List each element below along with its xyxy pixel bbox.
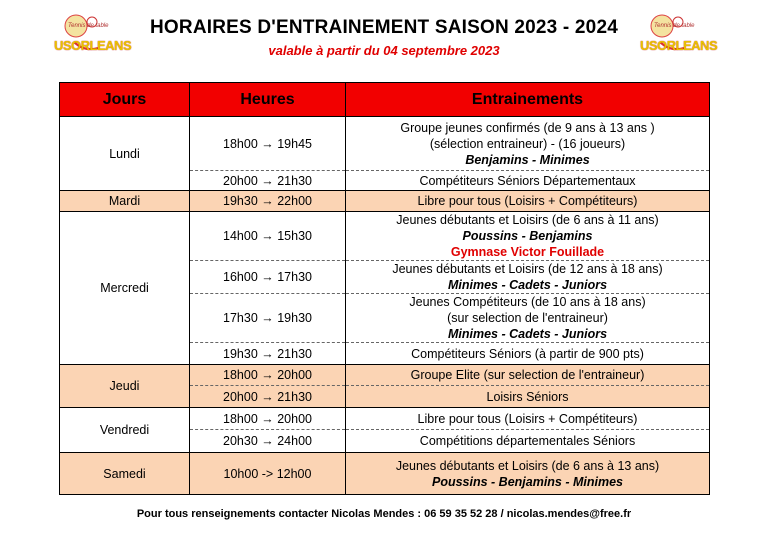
- training-cell: [346, 261, 710, 294]
- training-line: Compétiteurs Séniors Départementaux: [419, 173, 636, 188]
- day-cell: Lundi: [60, 117, 190, 191]
- column-header-entrainements: Entrainements: [346, 83, 710, 117]
- table-row: [60, 408, 710, 430]
- day-cell: Mardi: [60, 191, 190, 212]
- time-cell: 10h00 -> 12h00: [190, 453, 346, 495]
- training-cell: [346, 408, 710, 430]
- training-line: Minimes - Cadets - Juniors: [447, 278, 608, 292]
- training-cell: [346, 365, 710, 386]
- schedule-body: [60, 117, 710, 495]
- day-cell: Vendredi: [60, 408, 190, 453]
- day-cell: Mercredi: [60, 212, 190, 365]
- training-line: Gymnase Victor Fouillade: [450, 245, 605, 259]
- training-line: Jeunes débutants et Loisirs (de 6 ans à 13 ans): [395, 458, 660, 473]
- table-header-row: [60, 83, 710, 117]
- table-row: [60, 191, 710, 212]
- training-cell: [346, 343, 710, 365]
- time-cell: 19h30 → 21h30: [190, 343, 346, 365]
- time-cell: 17h30 → 19h30: [190, 294, 346, 343]
- time-cell: 14h00 → 15h30: [190, 212, 346, 261]
- day-cell: Samedi: [60, 453, 190, 495]
- training-cell: [346, 171, 710, 191]
- training-cell: [346, 294, 710, 343]
- time-cell: 18h00 → 20h00: [190, 408, 346, 430]
- training-cell: [346, 430, 710, 453]
- page-subtitle: valable à partir du 04 septembre 2023: [268, 43, 500, 58]
- logo-script: Tennis de table: [68, 23, 109, 29]
- training-cell: [346, 386, 710, 408]
- training-line: Libre pour tous (Loisirs + Compétiteurs): [417, 194, 638, 208]
- training-line: Compétiteurs Séniors (à partir de 900 pts): [411, 346, 644, 361]
- training-line: Jeunes débutants et Loisirs (de 6 ans à 11 ans): [396, 213, 659, 227]
- time-cell: 20h00 → 21h30: [190, 171, 346, 191]
- column-header-heures: Heures: [190, 83, 346, 117]
- training-line: Loisirs Séniors: [486, 389, 569, 404]
- column-header-jours: Jours: [60, 83, 190, 117]
- training-line: Compétitions départementales Séniors: [419, 434, 636, 448]
- training-line: Poussins - Benjamins - Minimes: [431, 474, 623, 489]
- table-row: [60, 365, 710, 386]
- training-line: Poussins - Benjamins: [462, 229, 593, 243]
- training-line: Minimes - Cadets - Juniors: [447, 327, 608, 341]
- time-cell: 18h00 → 20h00: [190, 365, 346, 386]
- time-cell: 20h00 → 21h30: [190, 386, 346, 408]
- contact-footer: Pour tous renseignements contacter Nicolas Mendes : 06 59 35 52 28 / nicolas.mendes@free.fr: [136, 508, 632, 520]
- training-cell: [346, 117, 710, 171]
- training-cell: [346, 453, 710, 495]
- training-line: Jeunes débutants et Loisirs (de 12 ans à 18 ans): [392, 262, 663, 276]
- day-cell: Jeudi: [60, 365, 190, 408]
- training-line: (sur selection de l'entraineur): [447, 311, 608, 325]
- training-line: Benjamins - Minimes: [465, 152, 590, 167]
- training-line: Libre pour tous (Loisirs + Compétiteurs): [417, 411, 638, 426]
- logo-script: Tennis de table: [654, 23, 695, 29]
- page-title: HORAIRES D'ENTRAINEMENT SAISON 2023 - 2024: [150, 17, 618, 38]
- training-line: Jeunes Compétiteurs (de 10 ans à 18 ans): [409, 295, 646, 309]
- schedule-table: [59, 82, 710, 495]
- table-row: [60, 453, 710, 495]
- time-cell: 20h30 → 24h00: [190, 430, 346, 453]
- time-cell: 18h00 → 19h45: [190, 117, 346, 171]
- table-row: [60, 212, 710, 261]
- training-cell: [346, 191, 710, 212]
- training-line: (sélection entraineur) - (16 joueurs): [429, 136, 626, 151]
- time-cell: 16h00 → 17h30: [190, 261, 346, 294]
- training-line: Groupe jeunes confirmés (de 9 ans à 13 ans ): [400, 120, 655, 135]
- training-line: Groupe Elite (sur selection de l'entraineur): [410, 368, 645, 382]
- time-cell: 19h30 → 22h00: [190, 191, 346, 212]
- logo-wordmark: USORLEANS: [54, 38, 132, 53]
- logo-wordmark: USORLEANS: [640, 38, 718, 53]
- table-row: [60, 117, 710, 171]
- training-cell: [346, 212, 710, 261]
